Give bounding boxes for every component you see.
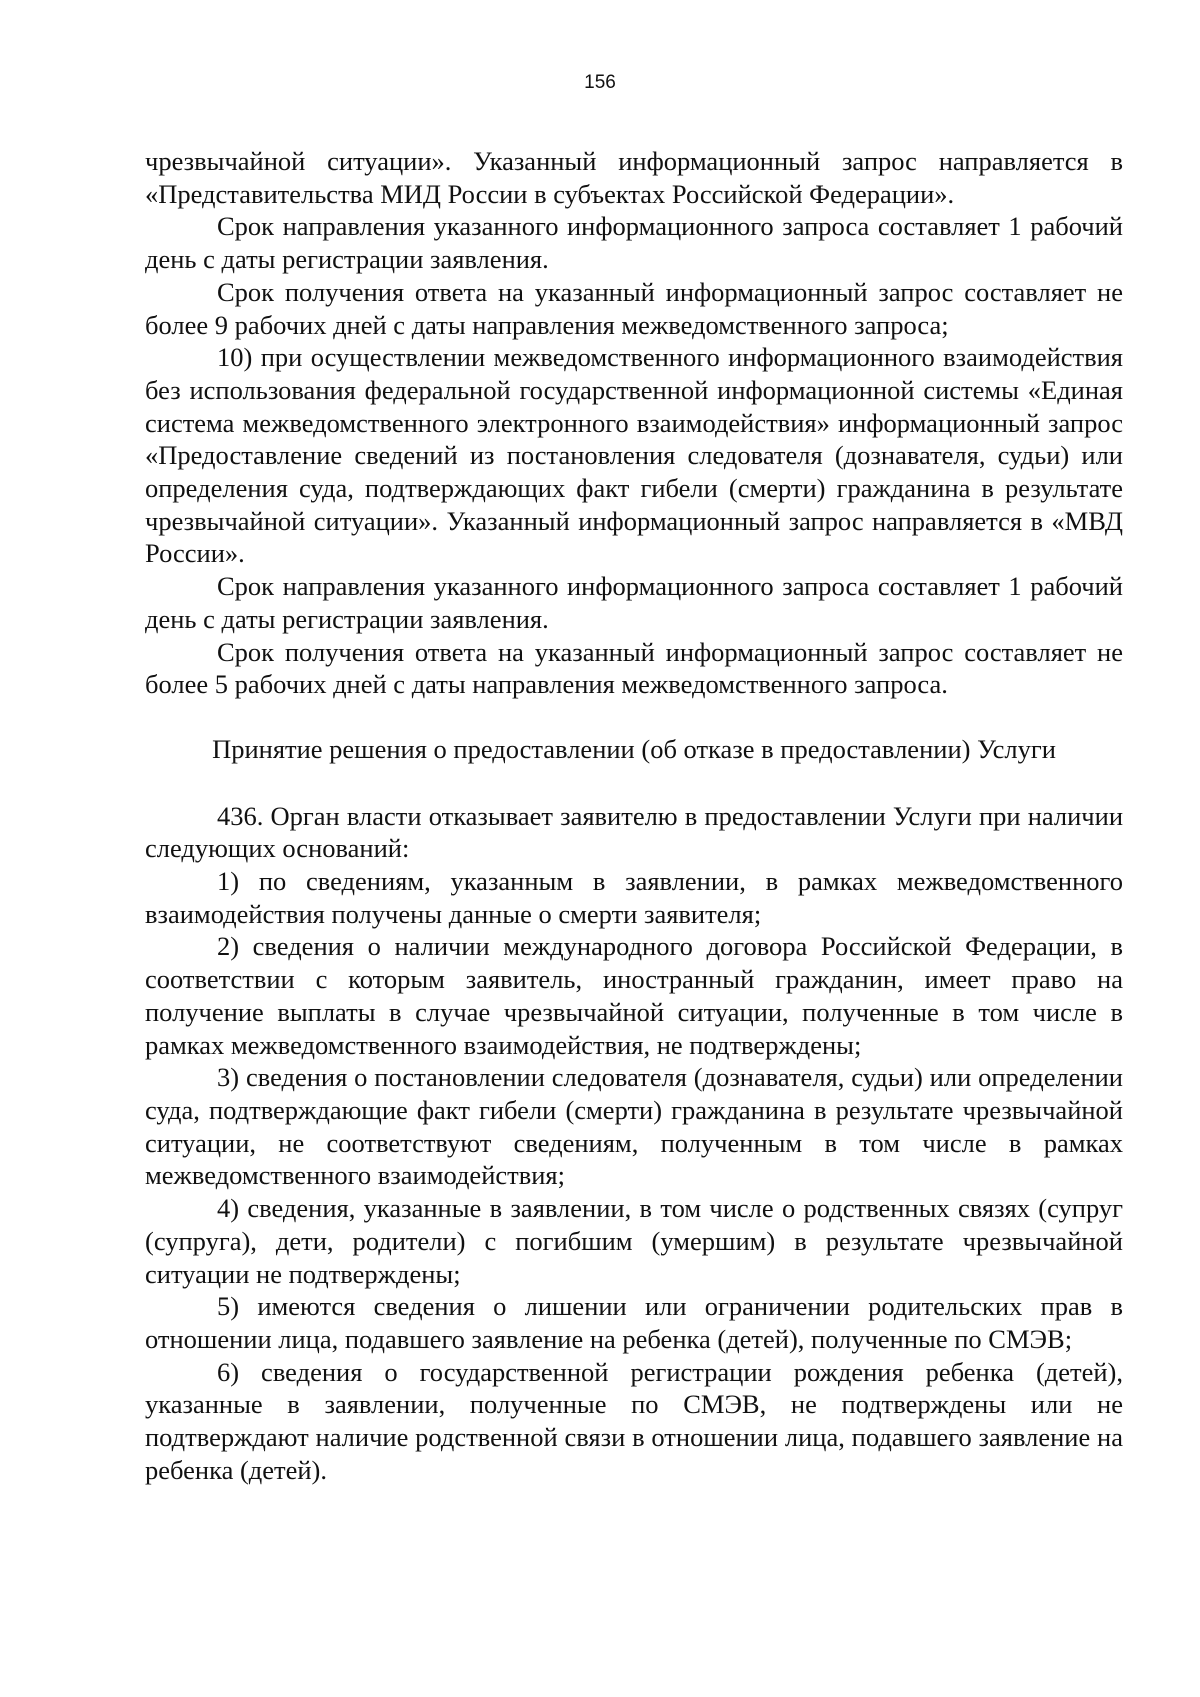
paragraph-deadline-response-2: Срок получения ответа на указанный информационный запрос составляет не более 5 рабочих дней с даты направления межведомственного запроса. — [145, 636, 1123, 700]
paragraph-deadline-send-2: Срок направления указанного информационного запроса составляет 1 рабочий день с даты регистрации заявления. — [145, 571, 1123, 634]
page-number: 156 — [584, 72, 616, 93]
list-item-5: 5) имеются сведения о лишении или ограничении родительских прав в отношении лица, подавшего заявление на ребенка (детей), полученные по СМЭВ; — [145, 1291, 1123, 1354]
paragraph-deadline-send-1: Срок направления указанного информационного запроса составляет 1 рабочий день с даты регистрации заявления. — [145, 211, 1123, 275]
paragraph-continuation: чрезвычайной ситуации». Указанный информационный запрос направляется в «Представительства МИД России в субъектах Российской Федерации». — [145, 146, 1123, 209]
paragraph-item-10: 10) при осуществлении межведомственного информационного взаимодействия без использования федеральной государственной информационной системы «Единая система межведомственного электронного взаимодействия» информационный запрос «Предоставление сведений из постановления следователя (дознавателя, судьи) или определения суда, подтверждающих факт гибели (смерти) гражданина в результате чрезвычайной ситуации». Указанный информационный запрос направляется в «МВД России». — [145, 342, 1123, 569]
list-item-1: 1) по сведениям, указанным в заявлении, в рамках межведомственного взаимодействия получены данные о смерти заявителя; — [145, 866, 1123, 929]
paragraph-deadline-response-1: Срок получения ответа на указанный информационный запрос составляет не более 9 рабочих дней с даты направления межведомственного запроса; — [145, 276, 1123, 340]
list-item-4: 4) сведения, указанные в заявлении, в том числе о родственных связях (супруг (супруга), дети, родители) с погибшим (умершим) в результате чрезвычайной ситуации не подтверждены; — [145, 1193, 1123, 1289]
list-item-2: 2) сведения о наличии международного договора Российской Федерации, в соответствии с которым заявитель, иностранный гражданин, имеет право на получение выплаты в случае чрезвычайной ситуации, полученные в том числе в рамках межведомственного взаимодействия, не подтверждены; — [145, 931, 1123, 1060]
document-body — [145, 145, 1123, 1486]
paragraph-436: 436. Орган власти отказывает заявителю в предоставлении Услуги при наличии следующих оснований: — [145, 800, 1123, 864]
list-item-6: 6) сведения о государственной регистрации рождения ребенка (детей), указанные в заявлении, полученные по СМЭВ, не подтверждены или не подтверждают наличие родственной связи в отношении лица, подавшего заявление на ребенка (детей). — [145, 1356, 1123, 1485]
section-heading: Принятие решения о предоставлении (об отказе в предоставлении) Услуги — [212, 733, 1056, 764]
list-item-3: 3) сведения о постановлении следователя (дознавателя, судьи) или определении суда, подтверждающие факт гибели (смерти) гражданина в результате чрезвычайной ситуации, не соответствуют сведениям, полученным в том числе в рамках межведомственного взаимодействия; — [145, 1062, 1123, 1191]
